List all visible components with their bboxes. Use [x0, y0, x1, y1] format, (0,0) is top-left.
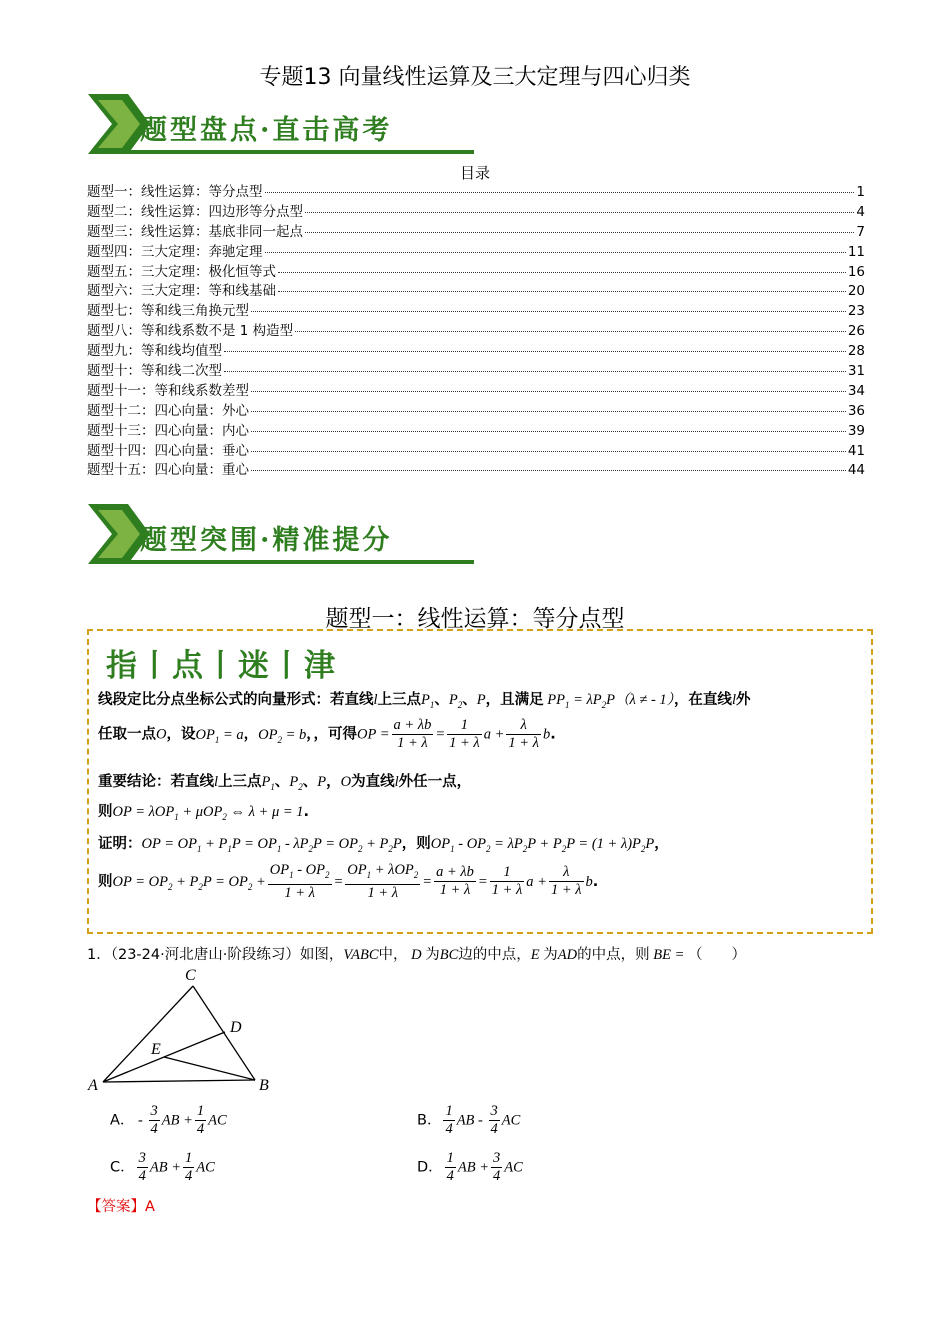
toc-leader-dots	[251, 470, 846, 471]
toc-entry[interactable]	[87, 279, 865, 299]
toc-entry[interactable]	[87, 299, 865, 319]
toc-leader-dots	[251, 411, 846, 412]
toc-entry-label: 题型十四：四心向量：垂心	[87, 442, 249, 459]
toc-entry-label: 题型三：线性运算：基底非同一起点	[87, 223, 303, 240]
point-label-d: D	[230, 1019, 242, 1036]
toc-entry-label: 题型七：等和线三角换元型	[87, 303, 249, 320]
tip-line-1: 线段定比分点坐标公式的向量形式：若直线l上三点$P_1$、$P_2$、P，且满足 $PP_1 = \lambda P_2P(\lambda$ ≠ - 1），在直线l外	[98, 692, 751, 710]
toc-entry[interactable]	[87, 180, 865, 200]
toc-entry-label: 题型十三：四心向量：内心	[87, 422, 249, 439]
toc-leader-dots	[265, 252, 846, 253]
toc-entry-page: 28	[847, 343, 865, 360]
toc-entry-label: 题型一：线性运算：等分点型	[87, 184, 263, 200]
toc-leader-dots	[278, 291, 846, 292]
document-title: 专题13 向量线性运算及三大定理与四心归类	[259, 65, 691, 90]
vertex-label-a: A	[88, 1077, 98, 1094]
option-b[interactable]: B． $\frac{1}{4}$ AB - $\frac{3}{4}$ AC	[417, 1103, 521, 1137]
toc-entry[interactable]	[87, 319, 865, 339]
toc-entry-page: 36	[847, 402, 865, 419]
toc-entry-page: 34	[847, 382, 865, 399]
option-a[interactable]: A． - $\frac{3}{4}$ AB + $\frac{1}{4}$ AC	[110, 1103, 227, 1137]
toc-leader-dots	[251, 451, 846, 452]
toc-leader-dots	[305, 212, 854, 213]
toc-entry-page: 31	[847, 363, 865, 380]
banner-title: 题型突围·精准提分	[140, 525, 393, 556]
toc-entry-label: 题型十二：四心向量：外心	[87, 402, 249, 419]
toc-leader-dots	[305, 232, 854, 233]
tip-line-4: 则OP = λOP$_1$ + μOP$_2$ ⇔ λ + μ = 1.	[98, 804, 310, 822]
toc-entry-page: 39	[847, 422, 865, 439]
answer: 【答案】A	[87, 1199, 155, 1215]
toc-entry-page: 41	[847, 442, 865, 459]
toc-entry-label: 题型十五：四心向量：重心	[87, 462, 249, 479]
toc-heading: 目录	[459, 164, 490, 182]
toc-entry-page: 20	[847, 283, 865, 300]
toc-entry-page: 26	[847, 323, 865, 340]
toc-entry-label: 题型九：等和线均值型	[87, 343, 222, 360]
toc-entry[interactable]	[87, 240, 865, 260]
toc-leader-dots	[251, 311, 846, 312]
tip-line-2: 任取一点O，设$OP_1 = a$，$OP_2 = b$，，可得OP = $\frac{a + \lambda b}{1 + \lambda}$ = $\frac{1}{1 + \lambda}$ a + $\frac{\lambda}{1 + \lambda}$ b.	[98, 717, 556, 751]
triangle-figure	[85, 962, 285, 1097]
toc-entry-label: 题型十一：等和线系数差型	[87, 382, 249, 399]
table-of-contents	[87, 180, 865, 478]
toc-entry[interactable]	[87, 339, 865, 359]
toc-leader-dots	[265, 192, 855, 193]
question-1-stem: 1．（23-24·河北唐山·阶段练习）如图，VABC中， D 为BC边的中点，E 为AD的中点，则 BE = （ ）	[87, 947, 746, 963]
toc-entry[interactable]	[87, 399, 865, 419]
point-label-e: E	[151, 1041, 161, 1058]
toc-entry-page: 7	[856, 223, 865, 240]
toc-entry-label: 题型五：三大定理：极化恒等式	[87, 263, 276, 280]
toc-entry-label: 题型四：三大定理：奔驰定理	[87, 243, 263, 260]
option-c[interactable]: C． $\frac{3}{4}$ AB + $\frac{1}{4}$ AC	[110, 1150, 215, 1184]
tip-line-6: 则OP = $OP_2 + P_2P = OP_2$ + $\frac{OP_1 - OP_2}{1 + \lambda}$ = $\frac{OP_1 + \lambda OP_2}{1 + \lambda}$ = $\frac{a + \lambda b}{1 + \lambda}$ = $\frac{1}{1 + \lambda}$ a + $\frac{\lambda}{1 + \lambda}$ b.	[98, 862, 599, 901]
toc-leader-dots	[251, 431, 846, 432]
vertex-label-c: C	[185, 967, 196, 984]
section-heading: 题型一：线性运算：等分点型	[325, 606, 625, 632]
toc-entry-label: 题型二：线性运算：四边形等分点型	[87, 203, 303, 220]
toc-entry[interactable]	[87, 419, 865, 439]
toc-leader-dots	[251, 391, 846, 392]
toc-leader-dots	[224, 371, 846, 372]
toc-entry-page: 23	[847, 303, 865, 320]
toc-entry-page: 4	[856, 203, 865, 220]
toc-entry-label: 题型八：等和线系数不是 1 构造型	[87, 323, 294, 340]
toc-entry[interactable]	[87, 379, 865, 399]
tip-line-5: 证明：OP = $OP_1 + P_1P = OP_1 - \lambda P_2P = OP_2 + P_2P$，则$OP_1 - OP_2 = \lambda P_2P + P_2P = (1 + \lambda)P_2P$，	[98, 836, 669, 854]
toc-entry-page: 44	[847, 462, 865, 479]
toc-entry[interactable]	[87, 220, 865, 240]
toc-leader-dots	[295, 331, 846, 332]
toc-entry-page: 11	[847, 243, 865, 260]
toc-entry-page: 1	[856, 184, 865, 200]
option-d[interactable]: D． $\frac{1}{4}$ AB + $\frac{3}{4}$ AC	[417, 1150, 523, 1184]
banner-title: 题型盘点·直击高考	[140, 115, 393, 146]
toc-leader-dots	[278, 272, 846, 273]
toc-entry[interactable]	[87, 359, 865, 379]
tip-line-3: 重要结论：若直线l上三点$P_1$、$P_2$、P，O为直线l外任一点，	[98, 774, 472, 792]
toc-leader-dots	[224, 351, 846, 352]
toc-entry-page: 16	[847, 263, 865, 280]
section-banner-practice	[88, 502, 476, 572]
toc-entry[interactable]	[87, 439, 865, 459]
tip-banner: 指丨点丨迷丨津	[106, 648, 337, 684]
toc-entry-label: 题型十：等和线二次型	[87, 363, 222, 380]
vertex-label-b: B	[259, 1077, 269, 1094]
toc-entry-label: 题型六：三大定理：等和线基础	[87, 283, 276, 300]
toc-entry[interactable]	[87, 458, 865, 478]
toc-entry[interactable]	[87, 260, 865, 280]
section-banner-overview	[88, 92, 476, 162]
toc-entry[interactable]	[87, 200, 865, 220]
